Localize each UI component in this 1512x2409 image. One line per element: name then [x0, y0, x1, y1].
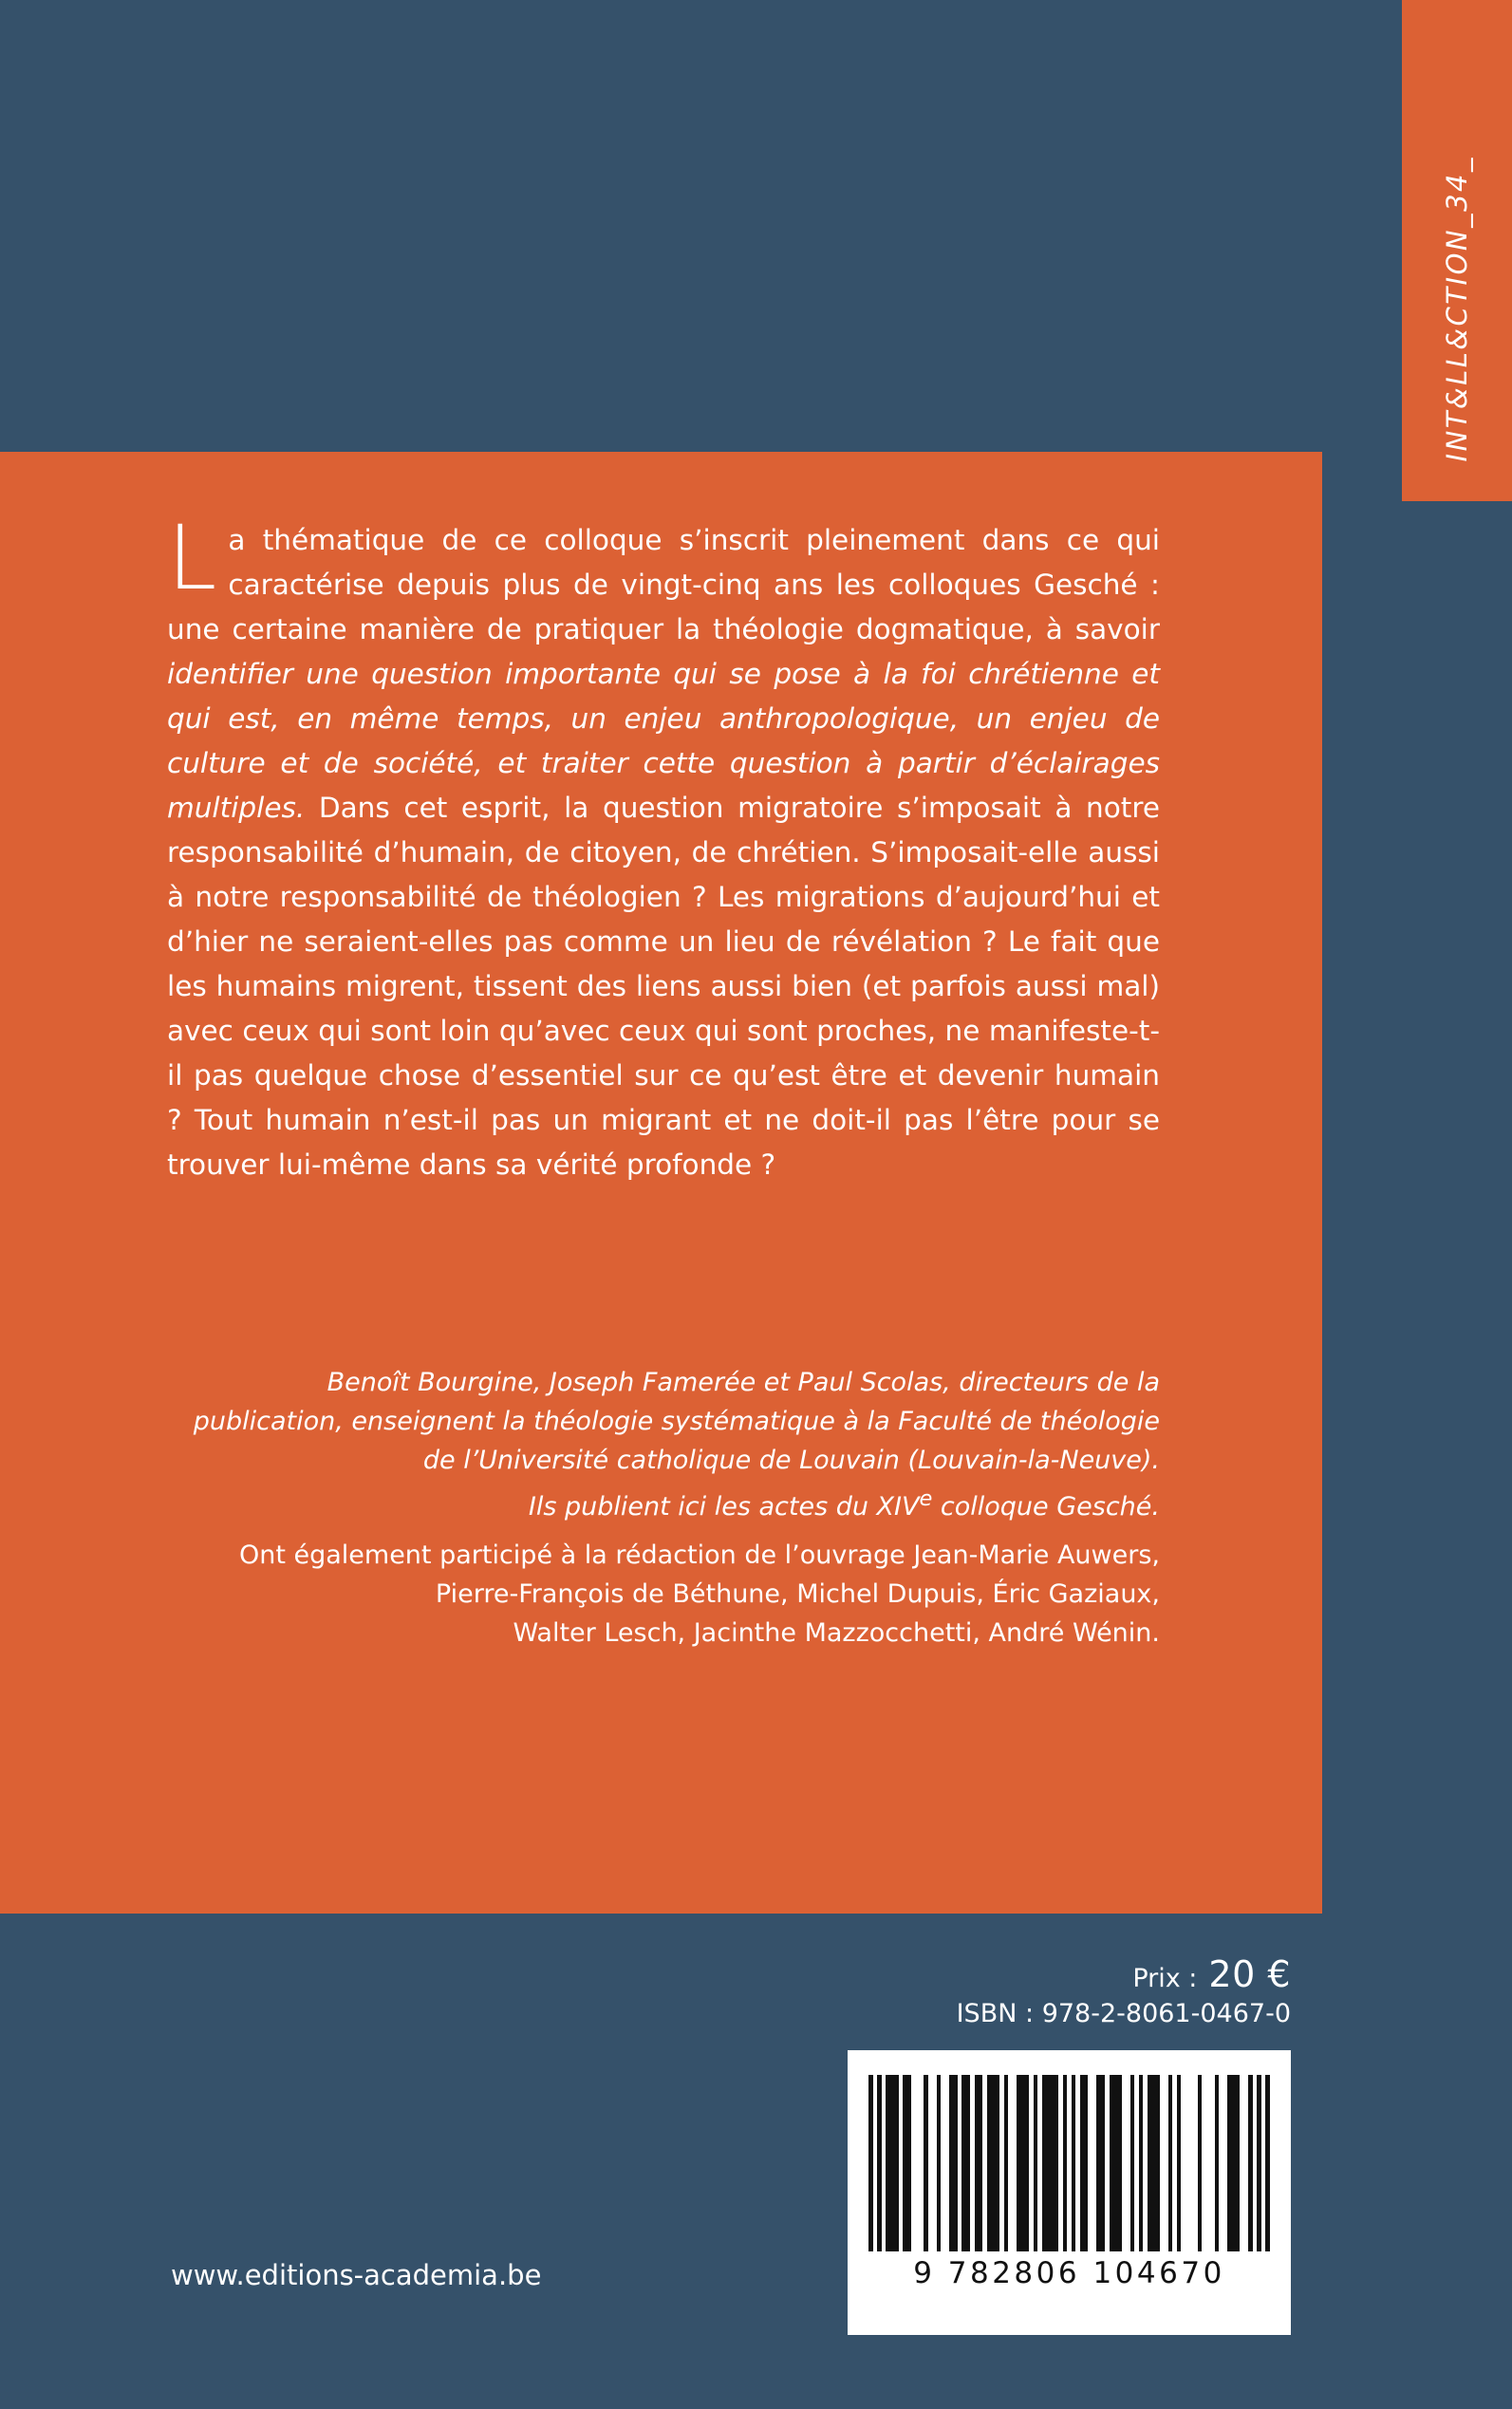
- barcode-bars: [868, 2075, 1270, 2251]
- price-row: [854, 1953, 1291, 1995]
- price-label: Prix :: [1132, 1964, 1198, 1993]
- contributors-line-1: Ont également participé à la rédaction de l’ouvrage Jean-Marie Auwers,: [238, 1541, 1160, 1570]
- barcode: [848, 2050, 1291, 2335]
- blurb-italic-emphasis: identifier une question importante qui se pose à la foi chrétienne et qui est, en même temps, un enjeu anthropologique, un enjeu de culture et de société, et traiter cette question à partir d’éclairages multiples.: [167, 658, 1160, 824]
- drop-cap-letter: L: [167, 507, 217, 610]
- orange-content-panel: [0, 452, 1322, 1914]
- editors-note-line-1: Benoît Bourgine, Joseph Famerée et Paul Scolas, directeurs de la: [327, 1368, 1160, 1397]
- series-tab: [1402, 0, 1512, 501]
- barcode-bar: [949, 2075, 958, 2251]
- barcode-bar: [928, 2075, 937, 2251]
- barcode-bar: [1110, 2075, 1122, 2251]
- barcode-bar: [1017, 2075, 1029, 2251]
- blurb-part-one: a thématique de ce colloque s’inscrit pleinement dans ce qui caractérise depuis plus de vingt-cinq ans les colloques Gesché : une certaine manière de pratiquer la théologie dogmatique, à savoir: [167, 524, 1160, 645]
- editors-note-line-4-prefix: Ils publient ici les actes du XIV: [528, 1492, 920, 1522]
- contributors-list: [167, 1536, 1160, 1653]
- barcode-bar: [903, 2075, 911, 2251]
- back-cover-blurb: [167, 507, 1160, 1187]
- barcode-bar: [1008, 2075, 1017, 2251]
- ordinal-superscript: e: [919, 1486, 933, 1511]
- barcode-bar: [1202, 2075, 1214, 2251]
- barcode-bar: [975, 2075, 983, 2251]
- contributors-line-2: Pierre-François de Béthune, Michel Dupuis, Éric Gaziaux,: [435, 1579, 1160, 1609]
- editors-note-line-2: publication, enseignent la théologie systématique à la Faculté de théologie: [193, 1407, 1160, 1436]
- barcode-bar: [1080, 2075, 1089, 2251]
- price-value: 20 €: [1208, 1953, 1291, 1995]
- barcode-bar: [1227, 2075, 1240, 2251]
- isbn-row: [854, 1999, 1291, 2028]
- editors-note-line-4: [167, 1480, 1160, 1526]
- isbn-value: 978-2-8061-0467-0: [1041, 1999, 1291, 2028]
- barcode-bar: [1160, 2075, 1168, 2251]
- barcode-bar: [987, 2075, 999, 2251]
- barcode-bar: [886, 2075, 898, 2251]
- barcode-bar: [1042, 2075, 1059, 2251]
- editors-note-line-3: de l’Université catholique de Louvain (Louvain-la-Neuve).: [422, 1446, 1160, 1475]
- isbn-label: ISBN :: [956, 1999, 1035, 2028]
- blurb-part-two: Dans cet esprit, la question migratoire s’imposait à notre responsabilité d’humain, de citoyen, de chrétien. S’imposait-elle aussi à notre responsabilité de théologien ? Les migrations d’aujourd’hui et d’hier ne seraient-elles pas comme un lieu de révélation ? Le fait que les humains migrent, tissent des liens aussi bien (et parfois aussi mal) avec ceux qui sont loin qu’avec ceux qui sont proches, ne manifeste-t-il pas quelque chose d’essentiel sur ce qu’est être et devenir humain ? Tout humain n’est-il pas un migrant et ne doit-il pas l’être pour se trouver lui-même dans sa vérité profonde ?: [167, 792, 1160, 1181]
- barcode-bar: [1240, 2075, 1248, 2251]
- editors-note: [167, 1363, 1160, 1526]
- barcode-bar: [1219, 2075, 1227, 2251]
- series-label: INT&LL&CTION_34_: [1441, 155, 1473, 461]
- editors-note-line-4-suffix: colloque Gesché.: [932, 1492, 1160, 1522]
- barcode-bar: [941, 2075, 949, 2251]
- barcode-bar: [1096, 2075, 1105, 2251]
- publisher-website[interactable]: www.editions-academia.be: [171, 2259, 542, 2291]
- barcode-bar: [911, 2075, 924, 2251]
- barcode-bar: [1148, 2075, 1160, 2251]
- barcode-bar: [1122, 2075, 1130, 2251]
- contributors-line-3: Walter Lesch, Jacinthe Mazzocchetti, André Wénin.: [513, 1618, 1160, 1648]
- barcode-bar: [1181, 2075, 1198, 2251]
- barcode-bar: [1088, 2075, 1096, 2251]
- barcode-bar: [1265, 2075, 1269, 2251]
- barcode-bar: [961, 2075, 970, 2251]
- barcode-digits: 9 782806 104670: [913, 2256, 1225, 2290]
